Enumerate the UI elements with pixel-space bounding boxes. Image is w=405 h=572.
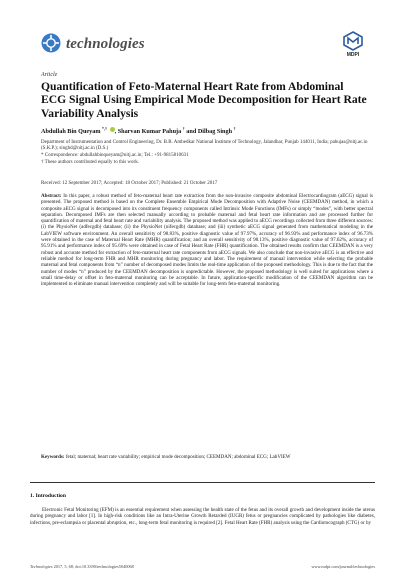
footer-citation xyxy=(30,564,134,569)
journal-logo-icon xyxy=(41,33,61,53)
keywords-text: fetal; maternal; heart rate variability; empirical mode decomposition; CEEMDAN; abdominal ECG; LabVIEW xyxy=(65,454,291,460)
author-mark: *,† xyxy=(102,126,108,131)
article-type: Article xyxy=(41,72,58,78)
abstract-label: Abstract: xyxy=(41,193,62,199)
author-name[interactable]: Sharvan Kumar Pahuja xyxy=(117,128,182,136)
author-name[interactable]: Dilbag Singh xyxy=(197,128,233,136)
footer-journal: Technologies xyxy=(30,564,53,569)
correspondence: * Correspondence: abdullahbinqueyam@nitj.ac.in; Tel.: +91-9815810631 xyxy=(41,153,189,158)
publisher-logo-icon xyxy=(342,31,364,51)
keywords xyxy=(41,454,373,460)
publisher-name: MDPI xyxy=(346,52,360,58)
section-heading: 1. Introduction xyxy=(30,493,66,499)
equal-contribution-note: † These authors contributed equally to this work. xyxy=(41,160,139,165)
affiliation: Department of Instrumentation and Control Engineering, Dr. B.R. Ambedkar National Institute of Technology, Jalandhar, Punjab 144011, India; pahujas@nitj.ac.in (S.K.P.); singhd@nitj.ac.in (D.S.) xyxy=(41,140,368,152)
author-mark: † xyxy=(233,126,236,131)
abstract xyxy=(41,193,373,287)
section-divider xyxy=(30,482,375,483)
article-title: Quantification of Feto-Maternal Heart Rate from Abdominal ECG Signal Using Empirical Mode Decomposition for Heart Rate Variability Analysis xyxy=(41,80,367,120)
abstract-text: In this paper, a robust method of feto-maternal heart rate extraction from the non-invasive composite abdominal Electrocardiogram (aECG) signal is presented. The proposed method is based on the Complete Ensemble Empirical Mode Decomposition with Adaptive Noise (CEEMDAN) method, in which a composite aECG signal is decomposed into its constituent frequency components called Intrinsic Mode Functions (IMFs) or simply “modes”, with better spectral separation. Decomposed IMFs are then selected manually according to probable maternal and fetal heart rate information and are processed further for quantification of maternal and fetal heart rate and variability analysis. The proposed method was applied to aECG recordings collected from three different sources: (i) the PhysioNet (adfecgdb) database; (ii) the PhysioNet (nifecgdb) database; and (iii) synthetic aECG signal generated from mathematical modeling in the LabVIEW software environment. An overall sensitivity of 98.83%, positive diagnostic value of 97.97%, accuracy of 96.93% and performance index of 96.73% were obtained in the case of Maternal Heart Rate (MHR) quantification; and an overall sensitivity of 98.13%, positive diagnostic value of 97.62%, accuracy of 95.91% and performance index of 95.69% were obtained in case of Fetal Heart Rate (FHR) quantification. The obtained results confirm that CEEMDAN is a very robust and accurate method for extraction of feto-maternal heart rate components from aECG signals. We also conclude that non-invasive aECG is an effective and reliable method for long-term FHR and MHR monitoring during pregnancy and labor. The requirement of manual intervention while selecting the probable maternal and fetal components from “n” number of decomposed modes limits the real-time application of the proposed methodology. This is due to the fact that the number of modes “n” produced by the CEEMDAN decomposition is unpredictable. However, the proposed methodology is well suited for applications where a small time-delay or offset in feto-maternal monitoring can be acceptable. In future, application-specific modification of the CEEMDAN algorithm can be implemented to eliminate manual intervention completely and will be suitable for long-term feto-maternal monitoring. xyxy=(41,193,373,288)
author-mark: † xyxy=(182,126,185,131)
keywords-label: Keywords: xyxy=(41,454,65,460)
introduction-text: Electronic Fetal Monitoring (EFM) is an essential requirement when assessing the health state of the fetus and its overall growth and development inside the uterus during pregnancy and labor [1]. In high-risk conditions like an Intra-Uterine Growth Retarded (IUGR) fetus or pregnancies complicated by pathologies like diabetes, infections, pre-eclampsia or placental abruption, etc., long-term fetal monitoring is required [2]. Fetal Heart Rate (FHR) analysis using the Cardiotocograph (CTG) or by xyxy=(30,507,375,526)
footer-website[interactable]: www.mdpi.com/journal/technologies xyxy=(311,564,375,569)
footer-citation-text: 2017, 5, 68; doi:10.3390/technologies5040068 xyxy=(53,564,134,569)
journal-name: technologies xyxy=(66,36,145,52)
publication-dates: Received: 12 September 2017; Accepted: 18 October 2017; Published: 21 October 2017 xyxy=(41,181,218,186)
author-name[interactable]: Abdullah Bin Queyam xyxy=(41,128,101,136)
author-separator: and xyxy=(186,128,198,136)
author-list xyxy=(41,126,371,135)
author-separator: , xyxy=(114,128,118,136)
